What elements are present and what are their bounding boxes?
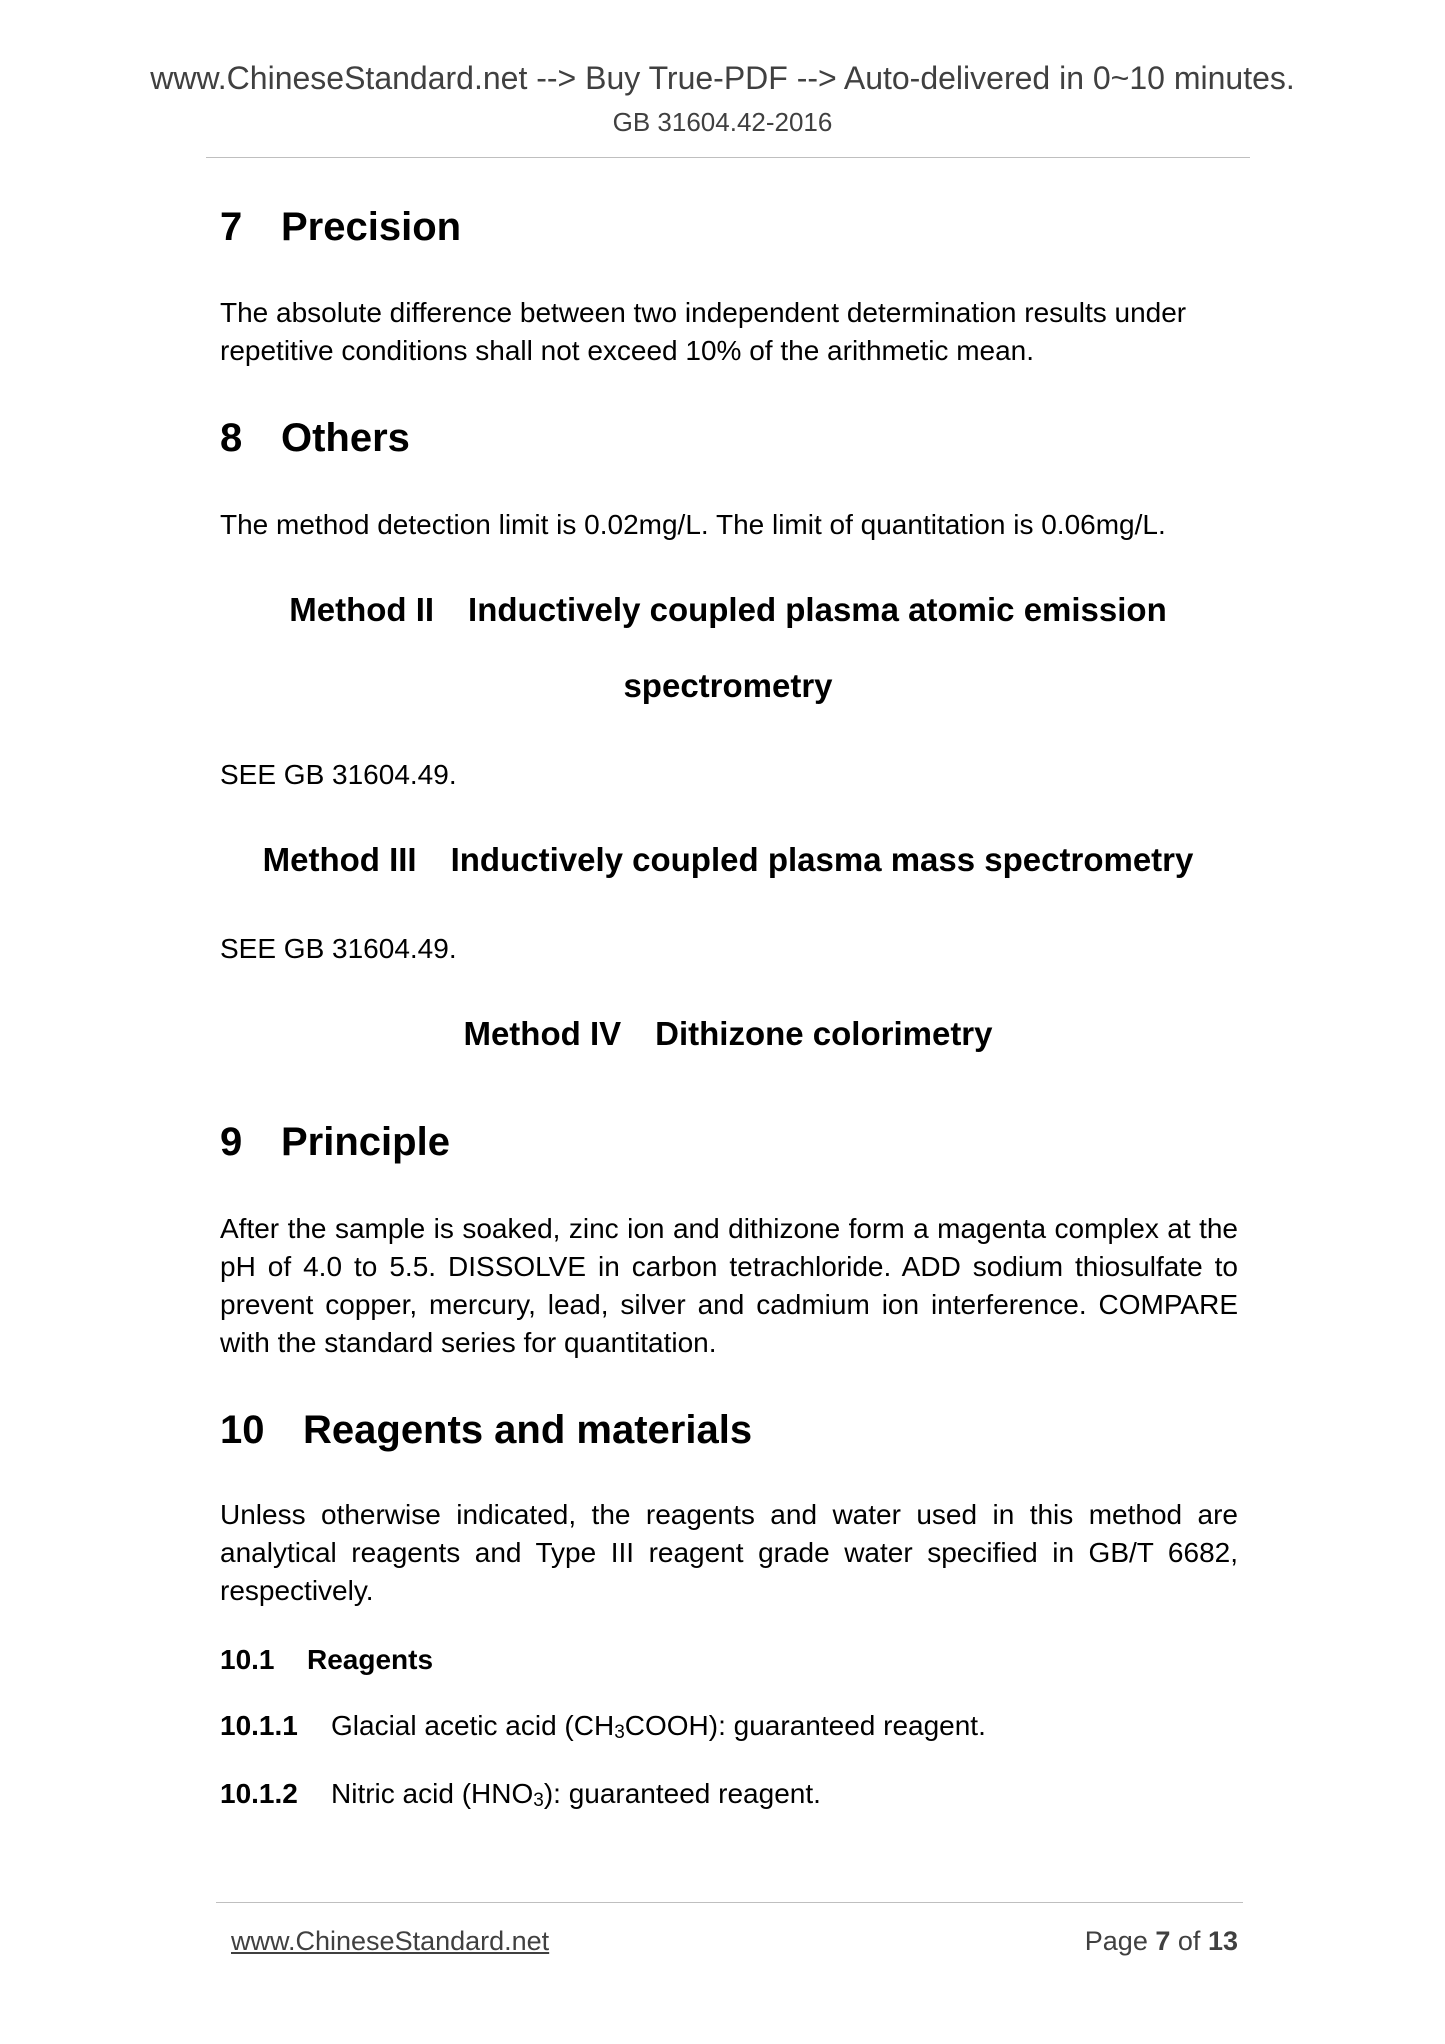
item-number: 10.1.1 [220, 1710, 298, 1741]
page-word: Page [1084, 1926, 1148, 1956]
page-indicator [1085, 1924, 1238, 1958]
section-8-body: The method detection limit is 0.02mg/L. The limit of quantitation is 0.06mg/L. [220, 509, 1166, 540]
item-subscript: 3 [614, 1722, 625, 1743]
method-title: Dithizone colorimetry [655, 1015, 993, 1052]
section-9-heading [220, 1118, 450, 1166]
method-label: Method IV [463, 1015, 622, 1052]
footer-divider [216, 1902, 1243, 1903]
subsection-10-1-heading [220, 1641, 433, 1679]
section-number: 8 [220, 416, 243, 460]
item-subscript: 3 [533, 1790, 544, 1811]
footer-link[interactable]: www.ChineseStandard.net [231, 1926, 550, 1956]
method-title-line1: Inductively coupled plasma atomic emission [468, 591, 1167, 628]
section-number: 10 [220, 1408, 265, 1452]
header-divider [206, 157, 1250, 158]
section-9-body: After the sample is soaked, zinc ion and dithizone form a magenta complex at the pH of 4.0 to 5.5. DISSOLVE in carbon tetrachloride. ADD sodium thiosulfate to prevent copper, mercury, lead, silver and cadmium ion interference. COMPARE with the standard series for quantitation. [220, 1213, 1238, 1358]
item-text: Glacial acetic acid (CH [331, 1710, 615, 1741]
method-label: Method II [289, 591, 435, 628]
reagent-item-10-1-1 [220, 1707, 986, 1745]
section-title: Precision [281, 205, 462, 249]
section-number: 7 [220, 205, 243, 249]
section-title: Others [281, 416, 410, 460]
page-of: of [1177, 1926, 1201, 1956]
section-number: 9 [220, 1120, 243, 1164]
section-title: Principle [281, 1120, 450, 1164]
method-title: Inductively coupled plasma mass spectrometry [450, 841, 1194, 878]
section-title: Reagents and materials [303, 1408, 753, 1452]
method-title-line2: spectrometry [623, 667, 833, 704]
section-7-heading [220, 203, 461, 251]
method-2-body: SEE GB 31604.49. [220, 759, 457, 790]
method-3-body: SEE GB 31604.49. [220, 933, 457, 964]
item-text-tail: ): guaranteed reagent. [543, 1778, 821, 1809]
page-total: 13 [1207, 1926, 1238, 1956]
page-current: 7 [1155, 1926, 1171, 1956]
item-text-tail: COOH): guaranteed reagent. [624, 1710, 986, 1741]
method-label: Method III [262, 841, 417, 878]
header-banner: www.ChineseStandard.net --> Buy True-PDF --> Auto-delivered in 0~10 minutes. [150, 60, 1295, 96]
section-7-body: The absolute difference between two independent determination results under repetitive conditions shall not exceed 10% of the arithmetic mean. [220, 297, 1187, 366]
method-2-heading [206, 572, 1250, 724]
item-number: 10.1.2 [220, 1778, 298, 1809]
reagent-item-10-1-2 [220, 1775, 821, 1813]
method-4-heading [206, 996, 1250, 1072]
subsection-number: 10.1 [220, 1644, 275, 1675]
section-10-heading [220, 1406, 752, 1454]
subsection-title: Reagents [307, 1644, 434, 1675]
item-text: Nitric acid (HNO [331, 1778, 534, 1809]
standard-number: GB 31604.42-2016 [612, 107, 833, 137]
method-3-heading [206, 822, 1250, 898]
section-8-heading [220, 414, 410, 462]
section-10-body: Unless otherwise indicated, the reagents and water used in this method are analytical reagents and Type III reagent grade water specified in GB/T 6682, respectively. [220, 1499, 1238, 1606]
